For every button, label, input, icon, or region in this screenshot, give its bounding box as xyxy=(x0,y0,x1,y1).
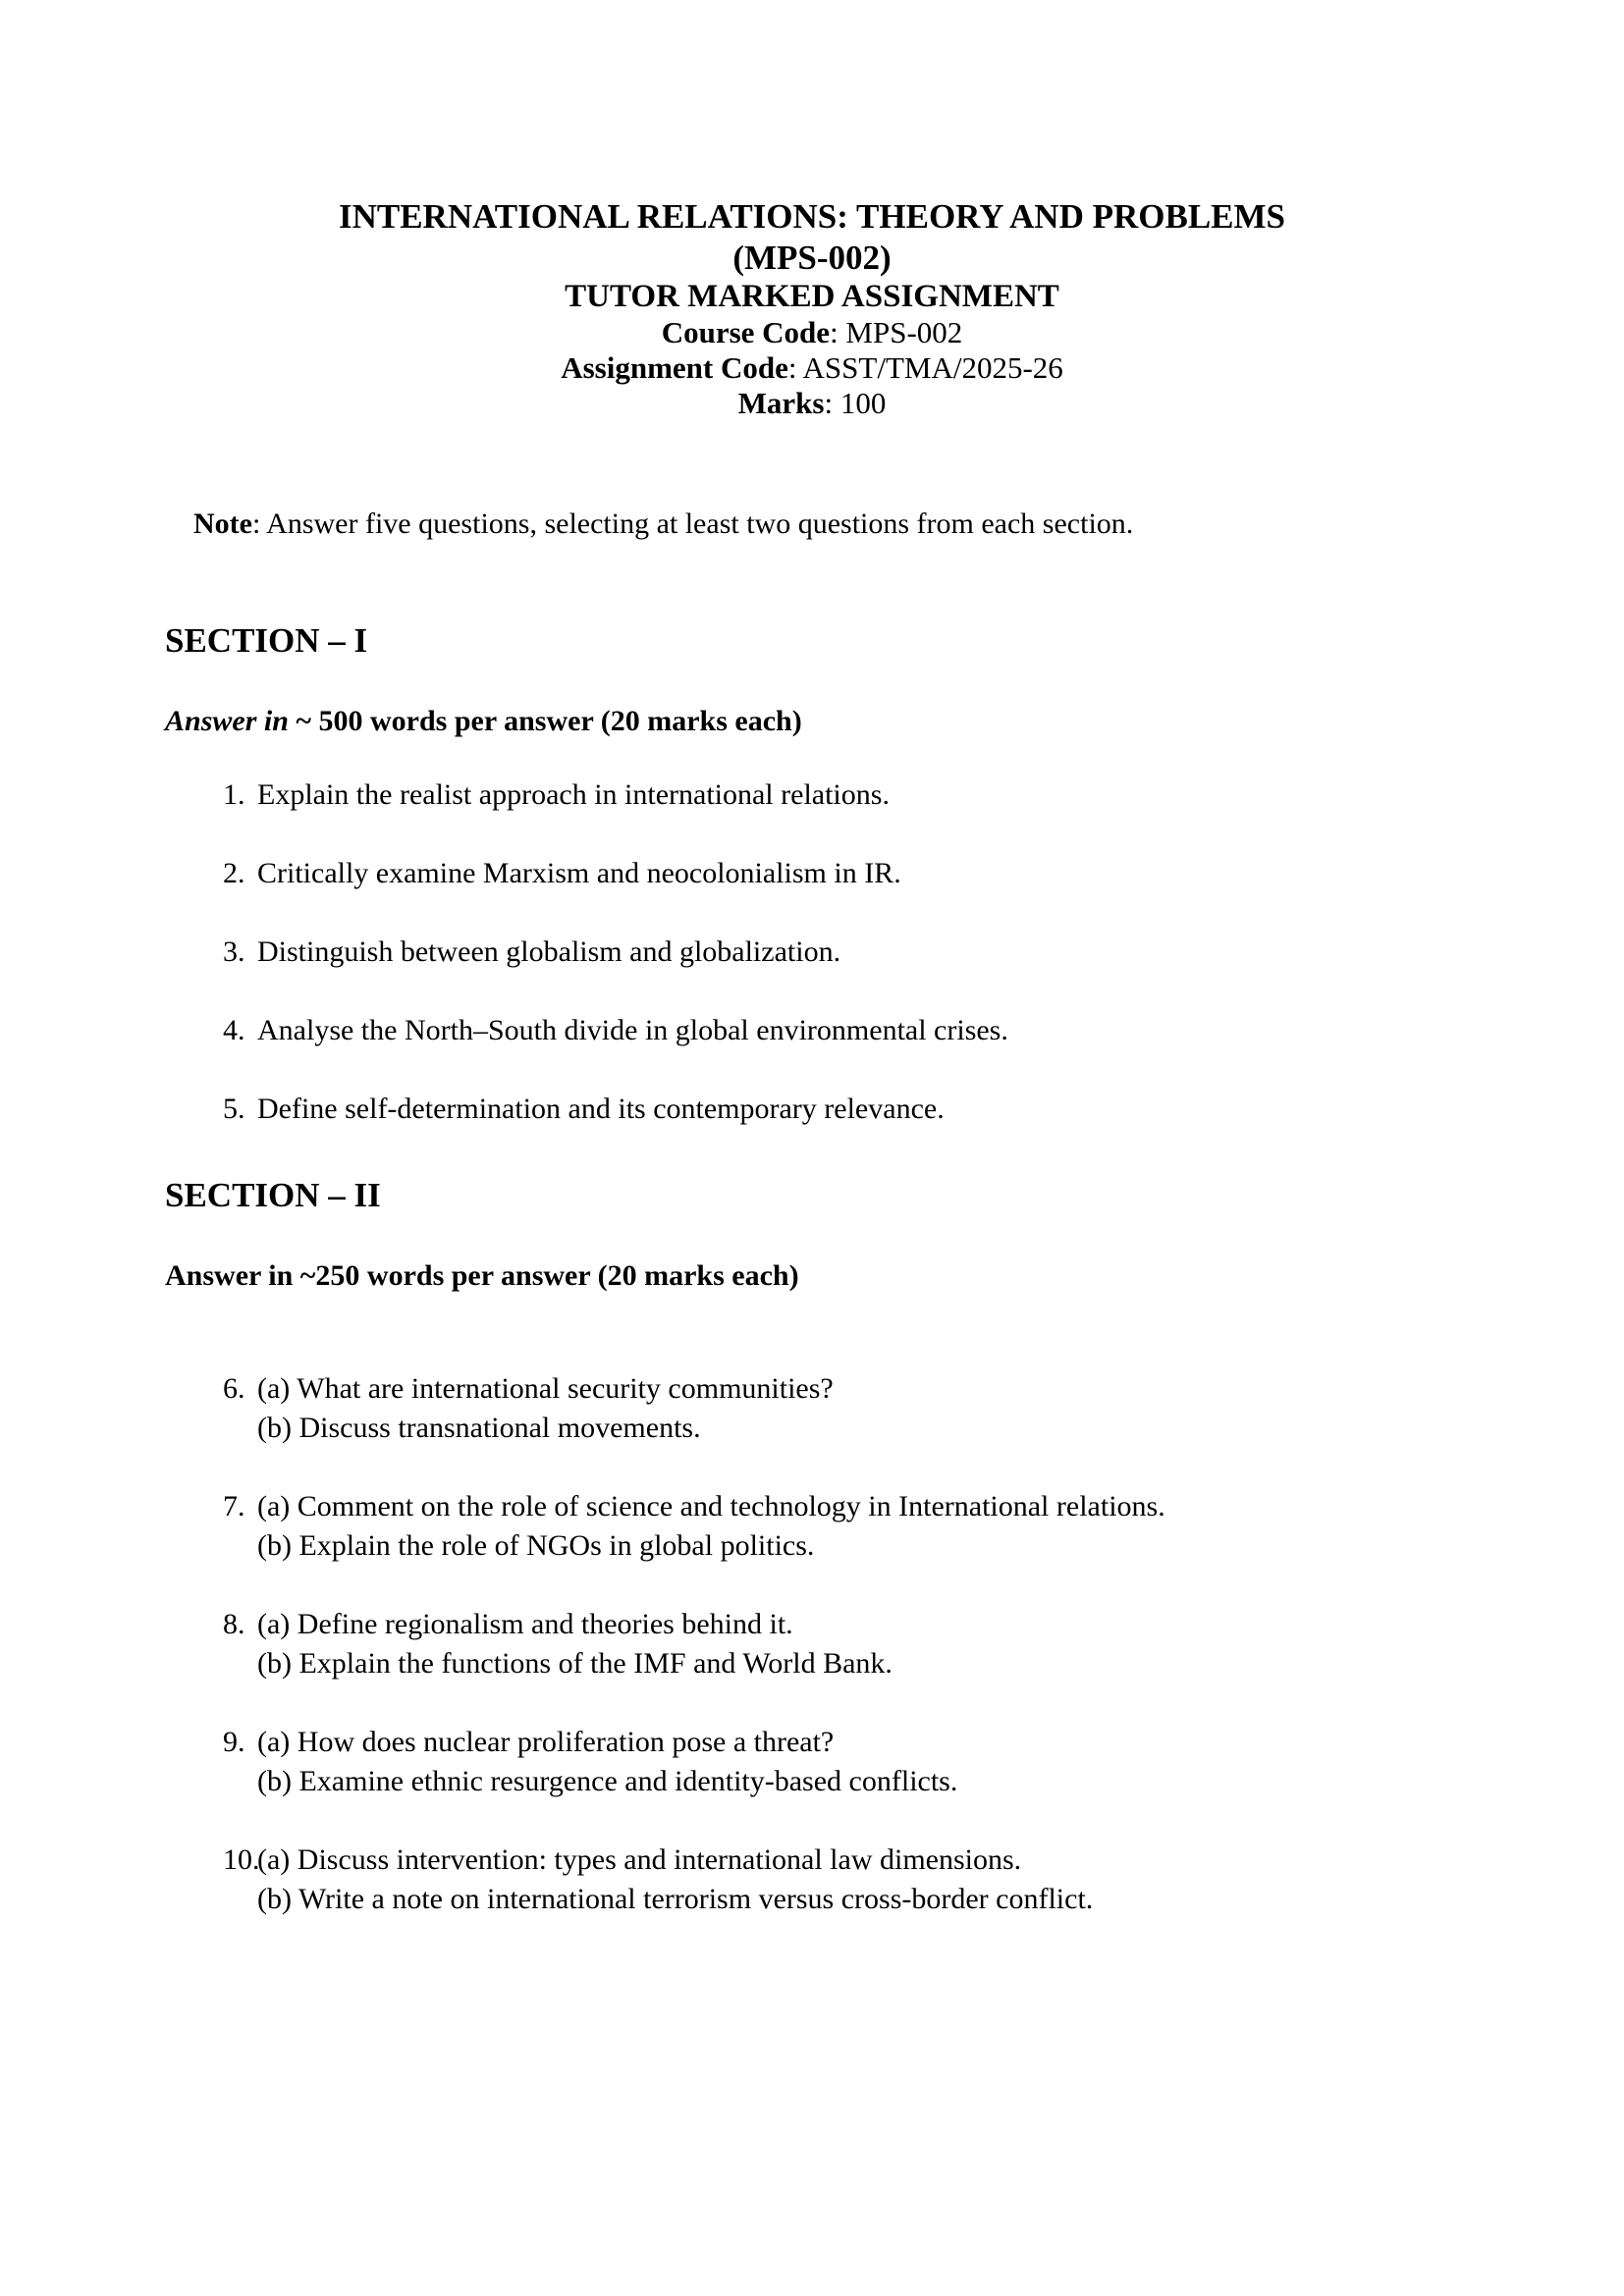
course-code-heading: (MPS-002) xyxy=(732,239,892,277)
section-1-heading: SECTION – I xyxy=(165,621,368,660)
question-7a-text: (a) Comment on the role of science and technology in International relations. xyxy=(257,1490,1165,1522)
section-1-question-list xyxy=(0,775,1624,1129)
marks-line xyxy=(0,386,1624,421)
note-label: Note xyxy=(193,507,252,540)
question-4 xyxy=(0,1011,1624,1050)
question-10b-text: (b) Write a note on international terrorism versus cross-border conflict. xyxy=(257,1883,1094,1915)
question-1-number: 1. xyxy=(223,778,245,811)
question-2 xyxy=(0,854,1624,893)
page-title: INTERNATIONAL RELATIONS: THEORY AND PROBLEMS xyxy=(338,197,1286,236)
question-2-number: 2. xyxy=(223,857,245,889)
note-text: : Answer five questions, selecting at least two questions from each section. xyxy=(251,507,1134,540)
question-8 xyxy=(0,1605,1624,1683)
question-2-text: Critically examine Marxism and neocolonialism in IR. xyxy=(257,857,901,889)
section-2-heading: SECTION – II xyxy=(165,1176,381,1214)
assignment-code-value: : ASST/TMA/2025-26 xyxy=(787,350,1063,385)
document-header xyxy=(0,0,1624,421)
question-10-number: 10. xyxy=(223,1843,260,1876)
section-2-instruction-rest: Answer in ~250 words per answer (20 marks each) xyxy=(165,1259,799,1292)
marks-value: : 100 xyxy=(824,386,887,420)
assignment-code-label: Assignment Code xyxy=(561,350,788,385)
question-3 xyxy=(0,933,1624,972)
section-1-instruction-rest: ~ 500 words per answer (20 marks each) xyxy=(288,705,802,737)
note-line xyxy=(193,505,1467,544)
question-1-text: Explain the realist approach in international relations. xyxy=(257,778,890,811)
section-1-instruction-italic: Answer in xyxy=(165,705,289,737)
question-7b-text: (b) Explain the role of NGOs in global politics. xyxy=(257,1529,815,1562)
question-7-number: 7. xyxy=(223,1490,245,1522)
question-6a-text: (a) What are international security communities? xyxy=(257,1372,834,1405)
question-6-number: 6. xyxy=(223,1372,245,1405)
question-4-text: Analyse the North–South divide in global environmental crises. xyxy=(257,1014,1008,1046)
section-2-question-list xyxy=(0,1369,1624,1919)
question-5-number: 5. xyxy=(223,1093,245,1125)
question-10a-text: (a) Discuss intervention: types and international law dimensions. xyxy=(257,1843,1022,1876)
assignment-subtitle: TUTOR MARKED ASSIGNMENT xyxy=(565,279,1059,314)
question-8a-text: (a) Define regionalism and theories behind it. xyxy=(257,1608,793,1640)
assignment-code-line xyxy=(0,350,1624,386)
question-8-number: 8. xyxy=(223,1608,245,1640)
question-9b-text: (b) Examine ethnic resurgence and identity-based conflicts. xyxy=(257,1765,958,1797)
question-9 xyxy=(0,1723,1624,1801)
section-2-instruction xyxy=(165,1256,1624,1296)
question-6 xyxy=(0,1369,1624,1448)
question-5 xyxy=(0,1090,1624,1129)
question-10 xyxy=(0,1841,1624,1919)
section-1-instruction xyxy=(165,702,1624,741)
question-8b-text: (b) Explain the functions of the IMF and World Bank. xyxy=(257,1647,893,1680)
course-code-label: Course Code xyxy=(661,315,831,349)
question-3-text: Distinguish between globalism and globalization. xyxy=(257,935,841,968)
question-7 xyxy=(0,1487,1624,1566)
question-3-number: 3. xyxy=(223,935,245,968)
course-code-line xyxy=(0,315,1624,350)
question-4-number: 4. xyxy=(223,1014,245,1046)
question-6b-text: (b) Discuss transnational movements. xyxy=(257,1412,701,1444)
question-9-number: 9. xyxy=(223,1726,245,1758)
course-code-value: : MPS-002 xyxy=(830,315,963,349)
marks-label: Marks xyxy=(737,386,825,420)
question-5-text: Define self-determination and its contemporary relevance. xyxy=(257,1093,945,1125)
question-1 xyxy=(0,775,1624,815)
question-9a-text: (a) How does nuclear proliferation pose a threat? xyxy=(257,1726,835,1758)
